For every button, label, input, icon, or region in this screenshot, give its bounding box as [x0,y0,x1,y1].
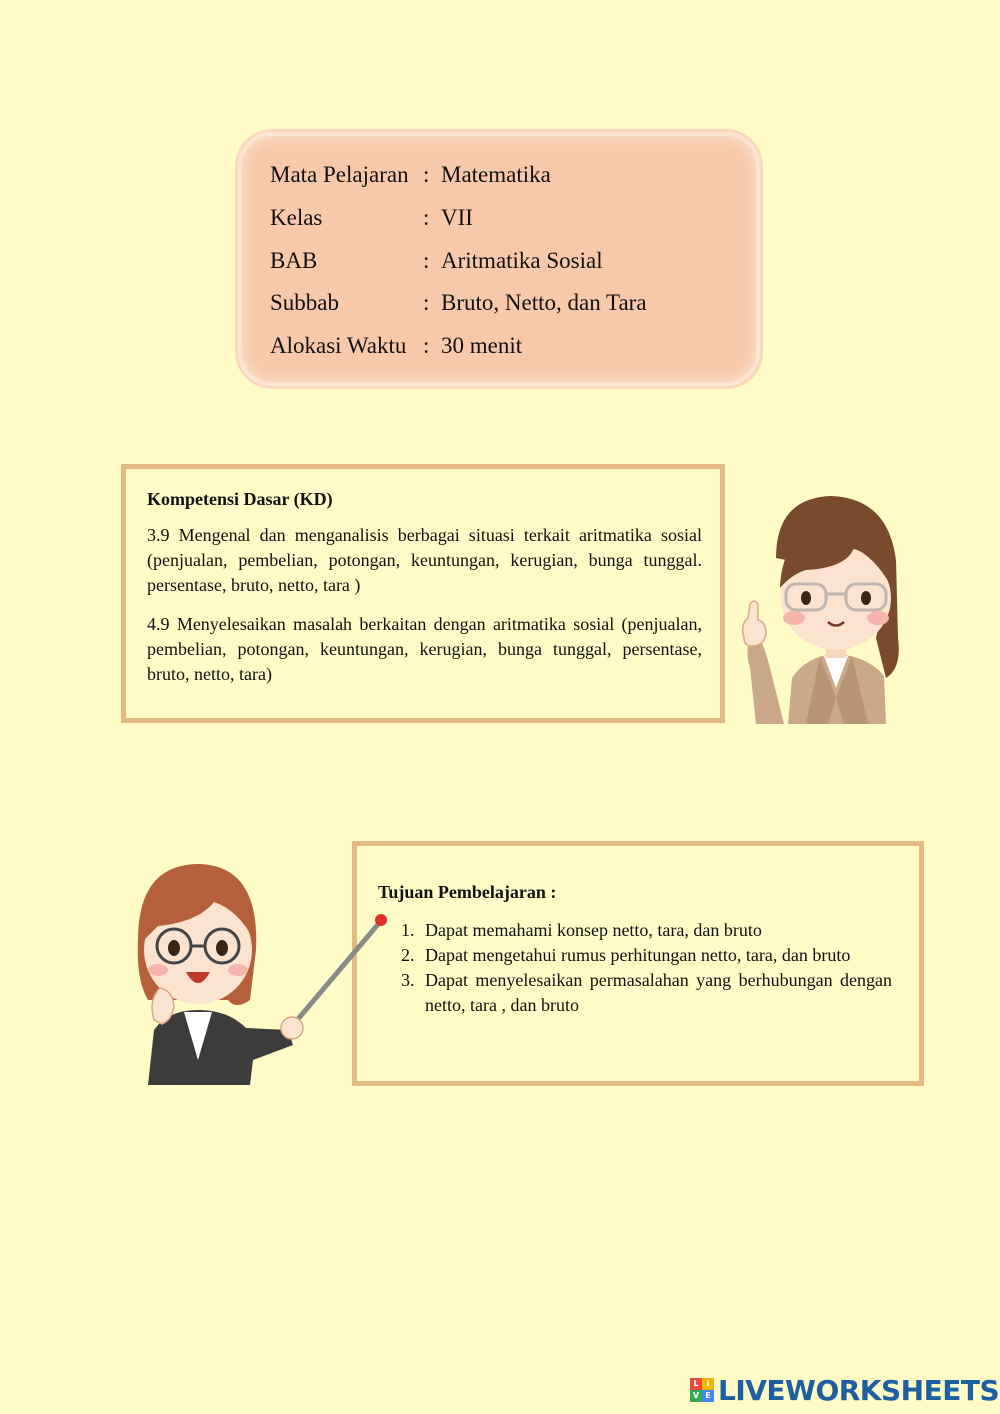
liveworksheets-mark-icon: L I V E [690,1378,714,1402]
info-label: Mata Pelajaran [270,162,409,187]
list-item [401,918,892,943]
basic-competence-title: Kompetensi Dasar (KD) [147,489,333,509]
learning-objectives-box [352,841,924,1086]
info-separator: : [423,333,430,358]
list-text: Dapat mengetahui rumus perhitungan netto, tara, dan bruto [425,945,851,965]
list-text: Dapat memahami konsep netto, tara, dan bruto [425,920,762,940]
list-number: 1. [401,920,415,940]
info-label: Kelas [270,205,323,230]
info-separator: : [423,248,430,273]
list-number: 3. [401,970,415,990]
list-text: Dapat menyelesaikan permasalahan yang berhubungan dengan netto, tara , dan bruto [425,970,892,1015]
subject-info-card [238,132,760,386]
info-value: Matematika [441,162,551,187]
basic-competence-box [121,464,725,723]
info-label: Subbab [270,290,339,315]
liveworksheets-wordmark: LIVEWORKSHEETS [718,1373,1000,1407]
info-label: Alokasi Waktu [270,333,407,358]
teacher-with-pointer-illustration [118,860,398,1085]
list-item [401,968,892,1018]
info-value: Aritmatika Sosial [441,248,603,273]
learning-objectives-title: Tujuan Pembelajaran : [378,882,557,902]
liveworksheets-logo [690,1373,999,1407]
info-value: VII [441,205,473,230]
info-separator: : [423,162,430,187]
competence-4-9: 4.9 Menyelesaikan masalah berkaitan dengan aritmatika sosial (penjualan, pembelian, potongan, keuntungan, kerugian, bunga tunggal, persentase, bruto, netto, tara) [147,614,702,684]
list-item [401,943,892,968]
list-number: 2. [401,945,415,965]
competence-3-9: 3.9 Mengenal dan menganalisis berbagai situasi terkait aritmatika sosial (penjualan, pembelian, potongan, keuntungan, kerugian, bunga tunggal. persentase, bruto, netto, tara ) [147,525,702,595]
info-label: BAB [270,248,318,273]
teacher-pointing-up-illustration [736,488,916,724]
info-separator: : [423,290,430,315]
learning-objectives-list [401,918,892,1018]
info-value: 30 menit [441,333,523,358]
info-value: Bruto, Netto, dan Tara [441,290,647,315]
info-separator: : [423,205,430,230]
